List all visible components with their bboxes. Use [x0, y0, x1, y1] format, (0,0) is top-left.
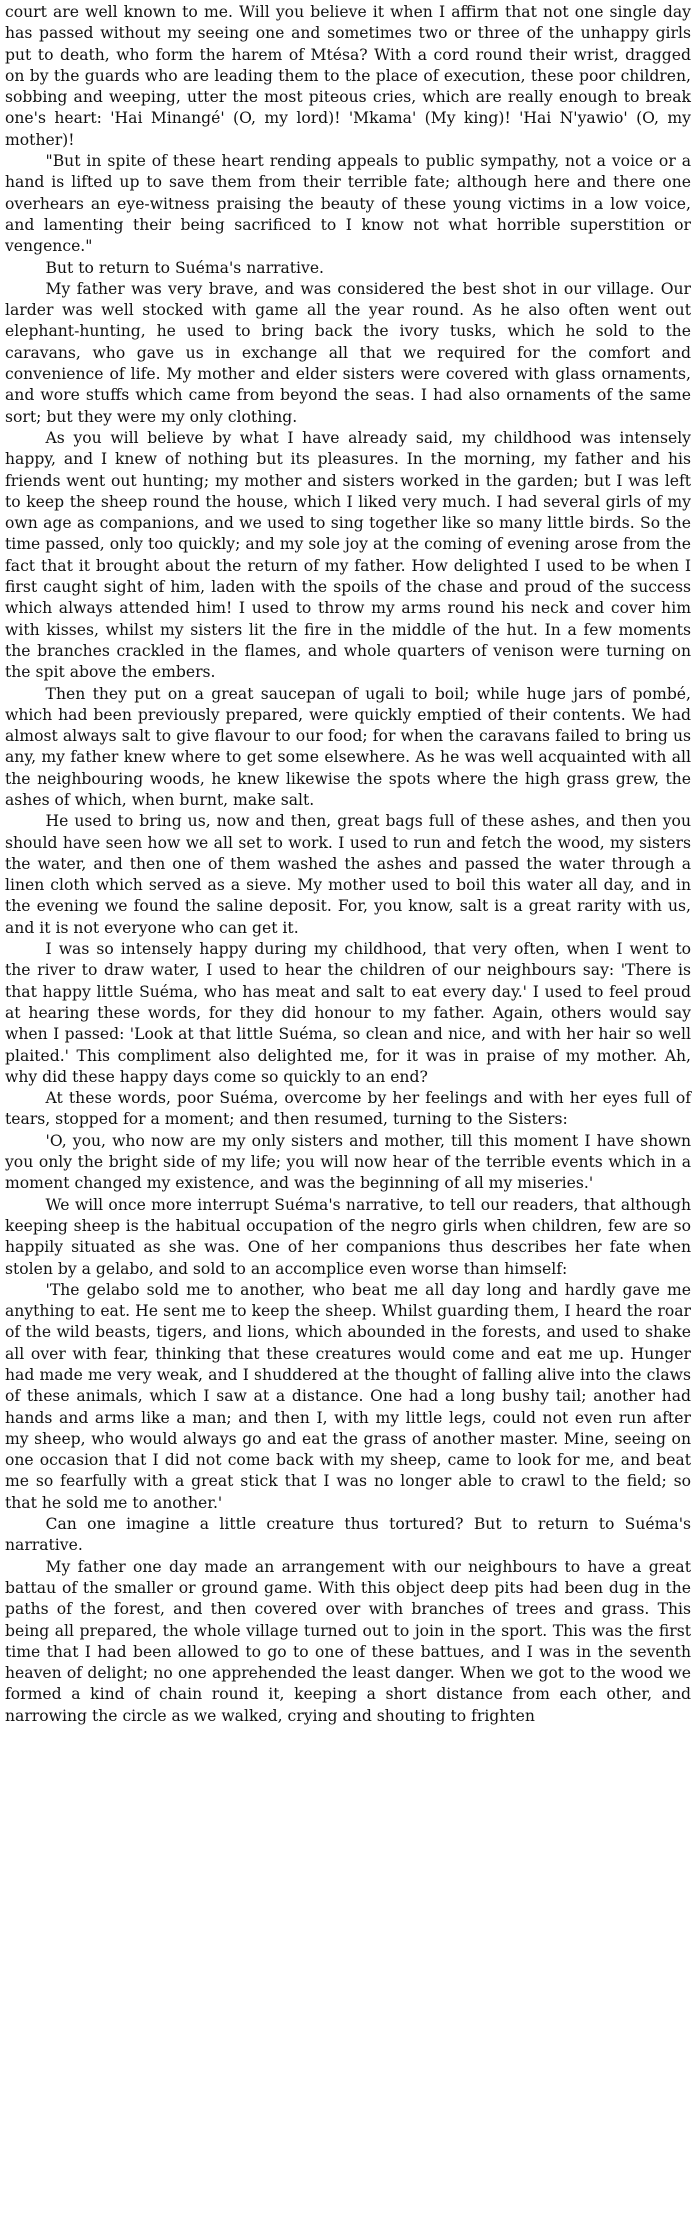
paragraph-6: Then they put on a great saucepan of ugali to boil; while huge jars of pombé, which had been previously prepared, were quickly emptied of their contents. We had almost always salt to give flavour to our food; for when the caravans failed to bring us any, my father knew where to get some elsewhere. As he was well acquainted with all the neighbouring woods, he knew likewise the spots where the high grass grew, the ashes of which, when burnt, make salt. — [5, 684, 691, 809]
paragraph-10: 'O, you, who now are my only sisters and mother, till this moment I have shown you only the bright side of my life; you will now hear of the terrible events which in a moment changed my existence, and was the beginning of all my miseries.' — [5, 1131, 691, 1193]
paragraph-1: court are well known to me. Will you believe it when I affirm that not one single day has passed without my seeing one and sometimes two or three of the unhappy girls put to death, who form the harem of Mtésa? With a cord round their wrist, dragged on by the guards who are leading them to the place of execution, these poor children, sobbing and weeping, utter the most piteous cries, which are really enough to break one's heart: 'Hai Minangé' (O, my lord)! 'Mkama' (My king)! 'Hai N'yawio' (O, my mother)! — [5, 3, 691, 149]
paragraph-9: At these words, poor Suéma, overcome by her feelings and with her eyes full of tears, stopped for a moment; and then resumed, turning to the Sisters: — [5, 1089, 691, 1129]
paragraph-13: Can one imagine a little creature thus tortured? But to return to Suéma's narrative. — [5, 1515, 691, 1555]
paragraph-5: As you will believe by what I have already said, my childhood was intensely happy, and I knew of nothing but its pleasures. In the morning, my father and his friends went out hunting; my mother and sisters worked in the garden; but I was left to keep the sheep round the house, which I liked very much. I had several girls of my own age as companions, and we used to sing together like so many little birds. So the time passed, only too quickly; and my sole joy at the coming of evening arose from the fact that it brought about the return of my father. How delighted I used to be when I first caught sight of him, laden with the spoils of the chase and proud of the success which always attended him! I used to throw my arms round his neck and cover him with kisses, whilst my sisters lit the fire in the middle of the hut. In a few moments the branches crackled in the flames, and whole quarters of venison were turning on the spit above the embers. — [5, 428, 691, 682]
paragraph-7: He used to bring us, now and then, great bags full of these ashes, and then you should have seen how we all set to work. I used to run and fetch the wood, my sisters the water, and then one of them washed the ashes and passed the water through a linen cloth which served as a sieve. My mother used to boil this water all day, and in the evening we found the saline deposit. For, you know, salt is a great rarity with us, and it is not everyone who can get it. — [5, 812, 691, 937]
paragraph-8: I was so intensely happy during my childhood, that very often, when I went to the river to draw water, I used to hear the children of our neighbours say: 'There is that happy little Suéma, who has meat and salt to eat every day.' I used to feel proud at hearing these words, for they did honour to my father. Again, others would say when I passed: 'Look at that little Suéma, so clean and nice, and with her hair so well plaited.' This compliment also delighted me, for it was in praise of my mother. Ah, why did these happy days come so quickly to an end? — [5, 940, 691, 1086]
paragraph-14: My father one day made an arrangement with our neighbours to have a great battau of the smaller or ground game. With this object deep pits had been dug in the paths of the forest, and then covered over with branches of trees and grass. This being all prepared, the whole village turned out to join in the sport. This was the first time that I had been allowed to go to one of these battues, and I was in the seventh heaven of delight; no one apprehended the least danger. When we got to the wood we formed a kind of chain round it, keeping a short distance from each other, and narrowing the circle as we walked, crying and shouting to frighten — [5, 1557, 691, 1725]
paragraph-11: We will once more interrupt Suéma's narrative, to tell our readers, that although keeping sheep is the habitual occupation of the negro girls when children, few are so happily situated as she was. One of her companions thus describes her fate when stolen by a gelabo, and sold to an accomplice even worse than himself: — [5, 1195, 691, 1278]
paragraph-4: My father was very brave, and was considered the best shot in our village. Our larder was well stocked with game all the year round. As he also often went out elephant-hunting, he used to bring back the ivory tusks, which he sold to the caravans, who gave us in exchange all that we required for the comfort and convenience of life. My mother and elder sisters were covered with glass ornaments, and wore stuffs which came from beyond the seas. I had also ornaments of the same sort; but they were my only clothing. — [5, 279, 691, 426]
paragraph-2: "But in spite of these heart rending appeals to public sympathy, not a voice or a hand is lifted up to save them from their terrible fate; although here and there one overhears an eye-witness praising the beauty of these young victims in a low voice, and lamenting their being sacrificed to I know not what horrible superstition or vengence." — [5, 152, 691, 256]
paragraph-3: But to return to Suéma's narrative. — [45, 258, 325, 277]
paragraph-12: 'The gelabo sold me to another, who beat me all day long and hardly gave me anything to eat. He sent me to keep the sheep. Whilst guarding them, I heard the roar of the wild beasts, tigers, and lions, which abounded in the forests, and used to shake all over with fear, thinking that these creatures would come and eat me up. Hunger had made me very weak, and I shuddered at the thought of falling alive into the claws of these animals, which I saw at a distance. One had a long bushy tail; another had hands and arms like a man; and then I, with my little legs, could not even run after my sheep, who would always go and eat the grass of another master. Mine, seeing on one occasion that I did not come back with my sheep, came to look for me, and beat me so fearfully with a great stick that I was no longer able to crawl to the field; so that he sold me to another.' — [5, 1280, 691, 1512]
